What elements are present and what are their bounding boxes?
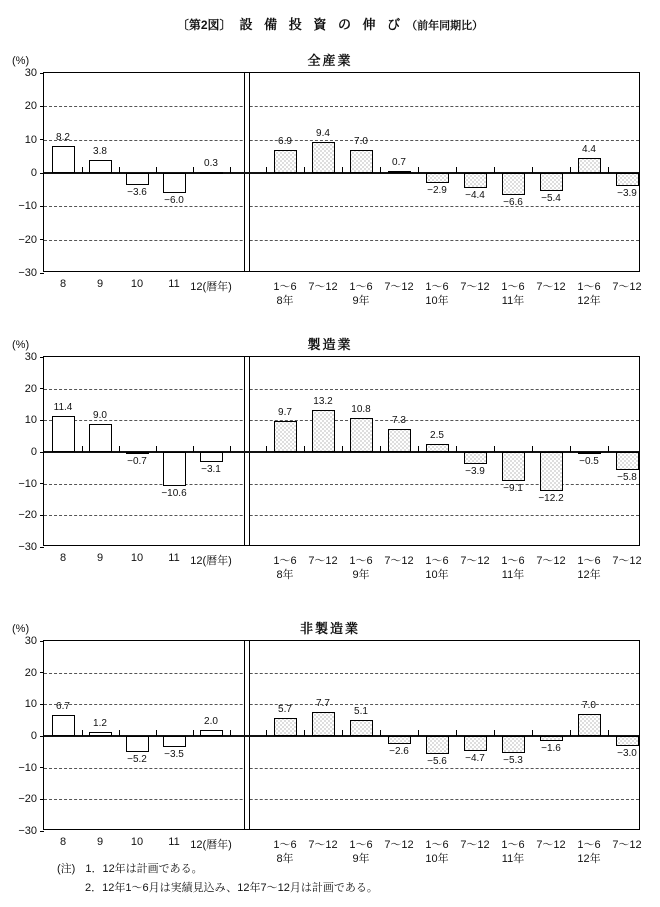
x-axis-category-label: 1～6	[349, 839, 373, 851]
bar	[274, 718, 297, 736]
x-axis-category-label: 10	[130, 836, 144, 848]
bar	[350, 150, 373, 173]
x-axis-category-label: 7～12	[460, 555, 490, 567]
footnotes	[57, 860, 378, 897]
x-axis-category-label: 11	[168, 552, 180, 564]
axis-tick	[532, 730, 533, 736]
axis-tick	[342, 446, 343, 452]
axis-tick	[230, 167, 231, 173]
axis-tick	[304, 446, 305, 452]
axis-tick	[156, 446, 157, 452]
bar	[540, 736, 563, 741]
y-axis-tick-label: −20	[18, 509, 37, 522]
bar	[388, 736, 411, 744]
bar	[163, 736, 186, 747]
bar-value-label: 7.3	[392, 414, 406, 426]
x-axis-category-label: 1～6	[425, 839, 449, 851]
figure-title	[0, 14, 660, 33]
x-axis-category-label: 7～12	[308, 281, 338, 293]
y-axis-tick-label: 0	[30, 446, 37, 458]
x-axis-category-label: 7～12	[612, 555, 642, 567]
x-axis-category-label: 7～12	[460, 839, 490, 851]
bar-value-label: −3.9	[617, 188, 637, 199]
axis-tick	[570, 167, 571, 173]
x-axis-year-label: 12年	[577, 295, 601, 307]
y-axis-unit-label: (%)	[12, 339, 30, 351]
axis-tick	[532, 167, 533, 173]
bar-value-label: 11.4	[53, 401, 73, 413]
bar	[126, 736, 149, 752]
x-axis-category-label: 1～6	[425, 555, 449, 567]
x-axis-year-label: 9年	[352, 569, 370, 581]
gridline	[44, 389, 639, 390]
bar-value-label: −5.3	[503, 754, 523, 766]
bar-value-label: −0.5	[579, 455, 599, 467]
x-axis-year-label: 9年	[352, 853, 370, 865]
axis-tick	[82, 730, 83, 736]
bar	[312, 712, 335, 736]
bar	[200, 730, 223, 736]
chart-all-industries	[0, 50, 660, 332]
bar-value-label: −5.2	[127, 754, 147, 766]
axis-tick	[266, 167, 267, 173]
gridline	[44, 768, 639, 769]
bar	[52, 416, 75, 452]
bar	[274, 150, 297, 173]
bar	[200, 452, 223, 462]
axis-tick	[380, 446, 381, 452]
bar-value-label: 9.7	[278, 407, 292, 419]
bar-value-label: −5.6	[427, 755, 447, 767]
bar	[126, 452, 149, 454]
bar-value-label: 0.3	[204, 158, 218, 169]
bar-value-label: 5.7	[278, 703, 292, 715]
x-axis-category-label: 11	[168, 836, 180, 848]
y-axis-tick-label: −10	[18, 761, 37, 774]
axis-tick	[608, 730, 609, 736]
axis-tick	[304, 730, 305, 736]
axis-tick	[230, 730, 231, 736]
y-axis-tick-label: −30	[18, 541, 37, 553]
bar-value-label: 3.8	[93, 146, 107, 158]
bar	[616, 173, 639, 186]
y-axis-tick-label: 0	[30, 730, 37, 742]
bar-value-label: 10.8	[351, 403, 371, 415]
x-axis-category-label: 10	[130, 278, 144, 290]
y-axis-tick-label: −30	[18, 825, 37, 837]
x-axis-category-label: 9	[96, 836, 104, 848]
bar	[540, 173, 563, 191]
bar	[52, 146, 75, 173]
x-axis-category-label: 7～12	[384, 555, 414, 567]
gridline	[44, 240, 639, 241]
y-axis-tick-label: 20	[24, 100, 37, 113]
axis-tick	[418, 167, 419, 173]
axis-tick	[342, 730, 343, 736]
y-axis-tick	[40, 547, 44, 548]
axis-tick	[456, 730, 457, 736]
bar-value-label: −3.5	[164, 749, 184, 761]
x-axis-category-label: 9	[96, 552, 104, 564]
axis-tick	[570, 446, 571, 452]
y-axis-tick-label: 10	[24, 133, 37, 146]
x-axis-category-label: 1～6	[577, 555, 601, 567]
bar	[464, 736, 487, 751]
bar-value-label: 7.0	[354, 135, 368, 147]
axis-tick	[266, 446, 267, 452]
footnote-line	[57, 860, 378, 879]
bar-value-label: −3.9	[465, 466, 485, 478]
bar-value-label: −3.0	[617, 747, 637, 759]
x-axis-category-label: 7～12	[460, 281, 490, 293]
figure-title-text: 設 備 投 資 の 伸 び	[239, 17, 405, 32]
x-axis-category-label: 1～6	[577, 281, 601, 293]
bar	[426, 444, 449, 452]
bar	[89, 424, 112, 453]
bar-value-label: 6.7	[56, 700, 70, 712]
bar	[200, 172, 223, 174]
bar-value-label: −12.2	[538, 492, 564, 504]
y-axis-tick-label: −20	[18, 233, 37, 246]
gridline	[44, 206, 639, 207]
bar	[502, 736, 525, 753]
bar	[312, 410, 335, 452]
bar-value-label: −3.6	[127, 187, 147, 198]
axis-tick	[418, 446, 419, 452]
axis-tick	[266, 730, 267, 736]
axis-tick	[494, 446, 495, 452]
bar	[426, 736, 449, 754]
axis-tick	[119, 167, 120, 173]
x-axis-category-label: 7～12	[308, 555, 338, 567]
y-axis-tick-label: 10	[24, 698, 37, 711]
bar	[52, 715, 75, 736]
axis-tick	[456, 167, 457, 173]
bar	[89, 732, 112, 736]
bar	[126, 173, 149, 185]
bar	[578, 452, 601, 454]
bar	[426, 173, 449, 183]
x-axis-category-label: 1～6	[577, 839, 601, 851]
bar-value-label: −6.6	[503, 197, 523, 208]
footnote-text: 2．12年1～6月は実績見込み、12年7～12月は計画である。	[85, 881, 378, 894]
x-axis-category-label: 7～12	[384, 839, 414, 851]
x-axis-category-label: 1～6	[273, 281, 297, 293]
bar-value-label: 5.1	[354, 705, 368, 717]
bar-value-label: 2.5	[430, 430, 444, 442]
bar-value-label: −5.4	[541, 193, 561, 204]
bar-value-label: 1.2	[93, 718, 107, 730]
axis-tick	[418, 730, 419, 736]
x-axis-category-label: 10	[130, 552, 144, 564]
y-axis-tick-label: 20	[24, 382, 37, 395]
figure-title-note: （前年同期比）	[406, 20, 484, 32]
y-axis-tick-label: −20	[18, 793, 37, 806]
bar	[464, 173, 487, 188]
footnote-line	[85, 879, 378, 898]
y-axis-tick	[40, 641, 44, 642]
x-axis-year-label: 10年	[425, 853, 449, 865]
x-axis-category-label: 7～12	[612, 281, 642, 293]
bar-value-label: −2.6	[389, 746, 409, 758]
x-axis-category-label: 1～6	[501, 281, 525, 293]
y-axis-tick-label: 30	[24, 635, 37, 647]
bar	[89, 160, 112, 173]
bar-value-label: −0.7	[127, 456, 147, 468]
chart-title: 全産業	[307, 53, 353, 68]
gridline	[44, 673, 639, 674]
x-axis-category-label: 12(暦年)	[190, 555, 232, 567]
axis-tick	[156, 730, 157, 736]
bar-value-label: 2.0	[204, 715, 218, 727]
y-axis-tick	[40, 831, 44, 832]
x-axis-category-label: 1～6	[501, 555, 525, 567]
bar-value-label: 7.7	[316, 697, 330, 709]
x-axis-category-label: 12(暦年)	[190, 839, 232, 851]
axis-tick	[230, 446, 231, 452]
x-axis-category-label: 1～6	[273, 555, 297, 567]
x-axis-year-label: 10年	[425, 295, 449, 307]
x-axis-year-label: 8年	[276, 295, 294, 307]
y-axis-tick-label: 30	[24, 67, 37, 79]
x-axis-year-label: 8年	[276, 853, 294, 865]
x-axis-year-label: 8年	[276, 569, 294, 581]
bar-value-label: −10.6	[161, 487, 187, 499]
gridline	[44, 799, 639, 800]
bar	[163, 452, 186, 486]
axis-tick	[119, 730, 120, 736]
x-axis-category-label: 7～12	[612, 839, 642, 851]
x-axis-category-label: 7～12	[536, 281, 566, 293]
axis-tick	[532, 446, 533, 452]
y-axis-tick-label: −10	[18, 477, 37, 490]
axis-tick	[82, 446, 83, 452]
bar	[502, 452, 525, 481]
x-axis-year-label: 11年	[501, 295, 525, 307]
bar-value-label: 6.9	[278, 136, 292, 147]
footnote-text: 1．12年は計画である。	[85, 863, 203, 875]
bar	[274, 421, 297, 452]
bar-value-label: 7.0	[582, 699, 596, 711]
bar-value-label: 0.7	[392, 156, 406, 168]
bar-value-label: 8.2	[56, 131, 70, 143]
y-axis-tick-label: 0	[30, 167, 37, 179]
x-axis-year-label: 11年	[501, 569, 525, 581]
y-axis-tick-label: 20	[24, 666, 37, 679]
x-axis-category-label: 12(暦年)	[190, 281, 232, 293]
footnote-prefix: (注)	[57, 863, 76, 875]
chart-manufacturing	[0, 334, 660, 610]
bar	[350, 418, 373, 452]
x-axis-year-label: 9年	[352, 295, 370, 307]
chart-non-manufacturing	[0, 618, 660, 894]
x-axis-category-label: 8	[59, 836, 67, 848]
axis-tick	[494, 167, 495, 173]
x-axis-category-label: 1～6	[349, 281, 373, 293]
bar	[163, 173, 186, 193]
x-axis-year-label: 12年	[577, 569, 601, 581]
bar-value-label: −1.6	[541, 743, 561, 755]
y-axis-tick	[40, 73, 44, 74]
axis-tick	[608, 446, 609, 452]
x-axis-category-label: 7～12	[536, 839, 566, 851]
bar	[388, 429, 411, 452]
bar-value-label: 13.2	[313, 396, 333, 408]
bar	[312, 142, 335, 173]
bar	[388, 171, 411, 173]
axis-tick	[193, 446, 194, 452]
bar	[616, 452, 639, 470]
bar-value-label: 4.4	[582, 144, 596, 156]
y-axis-tick-label: −10	[18, 200, 37, 213]
bar	[464, 452, 487, 464]
x-axis-category-label: 7～12	[384, 281, 414, 293]
figure-number: 〔第2図〕	[176, 18, 232, 32]
axis-tick	[608, 167, 609, 173]
axis-tick	[494, 730, 495, 736]
y-axis-unit-label: (%)	[12, 55, 30, 67]
bar-value-label: 9.4	[316, 127, 330, 139]
bar	[616, 736, 639, 746]
bar	[578, 158, 601, 173]
x-axis-category-label: 1～6	[349, 555, 373, 567]
x-axis-category-label: 7～12	[536, 555, 566, 567]
y-axis-tick	[40, 273, 44, 274]
axis-tick	[380, 167, 381, 173]
y-axis-tick-label: 30	[24, 351, 37, 363]
bar-value-label: −4.4	[465, 189, 485, 201]
gridline	[44, 106, 639, 107]
x-axis-year-label: 12年	[577, 853, 601, 865]
y-axis-tick-label: 10	[24, 414, 37, 427]
y-axis-unit-label: (%)	[12, 623, 30, 635]
bar-value-label: −5.8	[617, 472, 637, 484]
axis-tick	[156, 167, 157, 173]
axis-tick	[456, 446, 457, 452]
gridline	[44, 420, 639, 421]
bar-value-label: −4.7	[465, 752, 485, 764]
axis-tick	[119, 446, 120, 452]
axis-tick	[380, 730, 381, 736]
x-axis-category-label: 8	[59, 552, 67, 564]
x-axis-category-label: 1～6	[273, 839, 297, 851]
axis-tick	[342, 167, 343, 173]
axis-tick	[82, 167, 83, 173]
x-axis-year-label: 10年	[425, 569, 449, 581]
x-axis-category-label: 9	[96, 278, 104, 290]
chart-title: 非製造業	[299, 621, 360, 636]
x-axis-category-label: 11	[168, 278, 180, 290]
bar	[350, 720, 373, 736]
axis-tick	[193, 730, 194, 736]
x-axis-category-label: 7～12	[308, 839, 338, 851]
bar-value-label: −9.1	[503, 482, 523, 494]
bar-value-label: −3.1	[201, 463, 221, 475]
axis-tick	[570, 730, 571, 736]
x-axis-year-label: 11年	[501, 853, 525, 865]
y-axis-tick	[40, 357, 44, 358]
bar-value-label: 9.0	[93, 409, 107, 421]
bar-value-label: −2.9	[427, 184, 447, 196]
gridline	[44, 515, 639, 516]
bar-value-label: −6.0	[164, 195, 184, 206]
x-axis-category-label: 8	[59, 278, 67, 290]
x-axis-category-label: 1～6	[425, 281, 449, 293]
axis-tick	[304, 167, 305, 173]
bar	[540, 452, 563, 491]
chart-title: 製造業	[307, 337, 353, 352]
bar	[502, 173, 525, 195]
x-axis-category-label: 1～6	[501, 839, 525, 851]
y-axis-tick-label: −30	[18, 267, 37, 279]
bar	[578, 714, 601, 736]
